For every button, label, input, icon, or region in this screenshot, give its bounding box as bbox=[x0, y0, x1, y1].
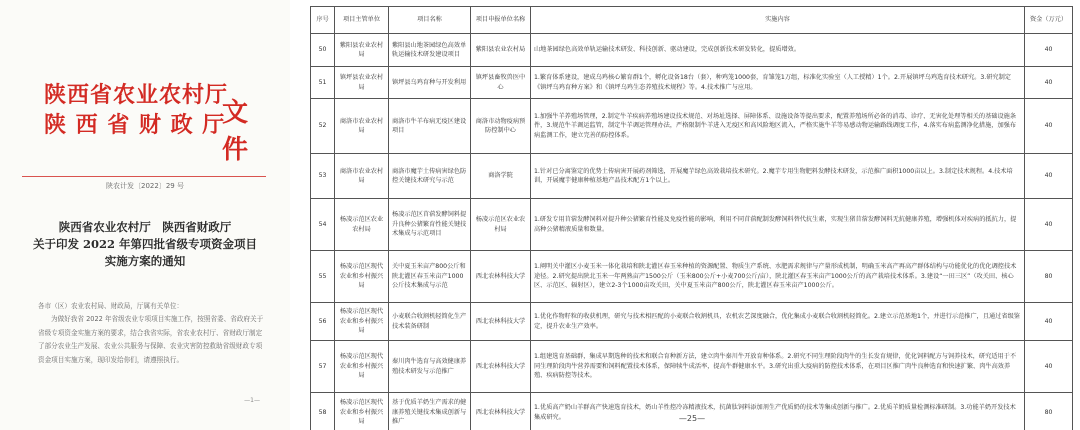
cell-content: 1.优质高产奶山羊群高产快速选育技术，奶山羊性控冷冻精液技术，抗菌肽饲料添加剂生产优质奶的技术等集成创新与推广。2.优质羊奶质量检测标准研制。3.功能羊奶开发技术集成研究。 bbox=[531, 393, 1025, 430]
red-divider bbox=[22, 176, 266, 177]
project-table bbox=[310, 6, 1073, 430]
cell-seq: 56 bbox=[311, 303, 335, 341]
cell-seq: 50 bbox=[311, 34, 335, 67]
left-page-number: —1— bbox=[244, 397, 260, 404]
cell-fund: 40 bbox=[1025, 154, 1073, 199]
document-header bbox=[44, 78, 264, 165]
table-row bbox=[311, 99, 1073, 154]
cell-content: 山地茶园绿色高效单轨运输技术研发、科技创新、驱动建设，完成创新技术研发转化，提质增效。 bbox=[531, 34, 1025, 67]
cell-applicant: 西北农林科技大学 bbox=[471, 251, 531, 303]
table-row bbox=[311, 34, 1073, 67]
cell-content: 1.加强牛羊养殖场管理，2.制定牛羊疾病养殖场建设技术规范、对场址选择、屏障体系、设施设备等提出要求，配置养殖场所必备的消毒、诊疗、无害化处理等相关的基础设施条件，3.规范牛羊调运监管，制定牛羊调运管理办法，严格限制牛羊进入无疫区和高风险地区流入，严格实施牛羊等易感动物运输路线调度工作，4.落实布病监测净化措施，加强布病监测工作，建立完善的防控体系。 bbox=[531, 99, 1025, 154]
cell-fund: 40 bbox=[1025, 34, 1073, 67]
cell-name: 基于优质羊奶生产需求的健康养殖关键技术集成创新与推广 bbox=[389, 393, 471, 430]
cell-applicant: 西北农林科技大学 bbox=[471, 393, 531, 430]
cell-unit: 镇坪县农业农村局 bbox=[335, 67, 389, 99]
cell-seq: 51 bbox=[311, 67, 335, 99]
header-name: 项目名称 bbox=[389, 7, 471, 34]
document-number: 陕农计发〔2022〕29 号 bbox=[106, 182, 184, 190]
cell-name: 商洛市魔芋土传病害绿色防控关键技术研究与示范 bbox=[389, 154, 471, 199]
header-unit: 项目主管单位 bbox=[335, 7, 389, 34]
cell-name: 关中夏玉米亩产800公斤和陕北灌区春玉米亩产1000公斤技术集成与示范 bbox=[389, 251, 471, 303]
cell-fund: 40 bbox=[1025, 67, 1073, 99]
cell-unit: 商洛市农业农村局 bbox=[335, 99, 389, 154]
cell-name: 紫阳县山地茶园绿色高效单轨运输技术研发建设项目 bbox=[389, 34, 471, 67]
cell-unit: 杨凌示范区现代农业和乡村振兴局 bbox=[335, 393, 389, 430]
salutation: 各市（区）农业农村局、财政局，厅属有关单位： bbox=[38, 302, 184, 310]
cell-unit: 杨凌示范区现代农业和乡村振兴局 bbox=[335, 341, 389, 393]
cell-name: 镇坪县乌鸡育种与开发利用 bbox=[389, 67, 471, 99]
table-row bbox=[311, 303, 1073, 341]
cell-seq: 52 bbox=[311, 99, 335, 154]
header-line-1: 陕西省农业农村厅 bbox=[44, 82, 229, 108]
header-content: 实施内容 bbox=[531, 7, 1025, 34]
cell-seq: 57 bbox=[311, 341, 335, 393]
notice-body bbox=[38, 300, 264, 367]
cell-fund: 40 bbox=[1025, 199, 1073, 251]
cell-seq: 53 bbox=[311, 154, 335, 199]
cell-seq: 55 bbox=[311, 251, 335, 303]
cell-content: 1.优化作物籽粒的收获机理，研究与技术相匹配的小麦联合收割机具，农机农艺深度融合，优化集成小麦联合收割机轻简化。2.建立示范基地1个，并进行示范推广，且通过省级鉴定，提升农业生产效率。 bbox=[531, 303, 1025, 341]
table-row bbox=[311, 67, 1073, 99]
notice-title-line-2: 关于印发 2022 年第四批省级专项资金项目 bbox=[32, 237, 257, 251]
cell-fund: 40 bbox=[1025, 303, 1073, 341]
header-fund: 资金（万元） bbox=[1025, 7, 1073, 34]
right-page-number: —25— bbox=[678, 414, 706, 423]
cell-unit: 杨凌示范区农业农村局 bbox=[335, 199, 389, 251]
table-row bbox=[311, 251, 1073, 303]
header-suffix: 文件 bbox=[222, 98, 250, 165]
header-line-2: 陕 西 省 财 政 厅 bbox=[44, 112, 226, 138]
cell-name: 商洛市牛羊布病无疫区建设项目 bbox=[389, 99, 471, 154]
cell-name: 小麦联合收割机轻简化生产技术装备研制 bbox=[389, 303, 471, 341]
table-row bbox=[311, 154, 1073, 199]
cell-fund: 40 bbox=[1025, 341, 1073, 393]
cell-unit: 紫阳县农业农村局 bbox=[335, 34, 389, 67]
table-header-row bbox=[311, 7, 1073, 34]
cell-name: 杨凌示范区苜蓿发酵饲料提升良种公猪繁育性能关键技术集成与示范项目 bbox=[389, 199, 471, 251]
cell-applicant: 杨凌示范区农业农村局 bbox=[471, 199, 531, 251]
cell-content: 1.繁育体系建设，建成乌鸡核心繁育群1个，孵化设备18台（套），种鸡笼1000套，育雏笼1万组，标准化实验室（人工授精）1个。2.开展镇坪乌鸡选育技术研究。3.研究制定《镇坪乌鸡育种方案》和《镇坪乌鸡生态养殖技术规程》等。4.技术推广与应用。 bbox=[531, 67, 1025, 99]
cell-fund: 80 bbox=[1025, 251, 1073, 303]
header-seq: 序号 bbox=[311, 7, 335, 34]
cell-unit: 商洛市农业农村局 bbox=[335, 154, 389, 199]
cell-applicant: 镇坪县畜牧兽医中心 bbox=[471, 67, 531, 99]
cell-content: 1.组建选育基础群，集成早期选种的技术和联合育种新方法，建立肉牛秦川牛开放育种体系。2.研究不同生理阶段肉牛的生长发育规律，优化饲料配方与饲养技术，研究适用于不同生理阶段肉牛营养需要和饲料配置技术体系，保障犊牛成活率，提高牛群健康水平。3.研究出重大疫病的防控技术体系，在项目区推广肉牛良种选育和快速扩繁、肉牛高效养殖、疾病防控等技术。 bbox=[531, 341, 1025, 393]
cell-content: 1.针对已分离鉴定的优势土传病害开展药剂筛选，开展魔芋绿色高效栽培技术研究。2.魔芋专用生物肥料发酵技术研发，示范推广面积1000亩以上。3.制定技术规程。4.技术培训，开展魔芋健康种植基地产品技术配方1个以上。 bbox=[531, 154, 1025, 199]
cover-page bbox=[0, 0, 290, 430]
cell-content: 1.阐明关中灌区小麦玉米一体化栽培和陕北灌区春玉米种植的资源配置、物质生产系统、水肥需求规律与产量形成机制，明确玉米高产再高产群体结构与功能优化的优化调控技术途径。2.研究提出陕北玉米一年两熟亩产1500公斤（玉米800公斤+小麦700公斤/亩），陕北灌区春玉米亩产1000公斤的高产栽培技术体系。3.建设“一田三区”（攻关田、核心区、示范区、辐射区），建立2-3个1000亩攻关田，关中夏玉米亩产800公斤，陕北灌区春玉米亩产1000公斤。 bbox=[531, 251, 1025, 303]
notice-title-line-1: 陕西省农业农村厅 陕西省财政厅 bbox=[58, 220, 232, 234]
cell-applicant: 商洛学院 bbox=[471, 154, 531, 199]
cell-fund: 80 bbox=[1025, 393, 1073, 430]
cell-applicant: 西北农林科技大学 bbox=[471, 341, 531, 393]
cell-unit: 杨凌示范区现代农业和乡村振兴局 bbox=[335, 251, 389, 303]
cell-seq: 58 bbox=[311, 393, 335, 430]
cell-applicant: 紫阳县农业农村局 bbox=[471, 34, 531, 67]
table-row bbox=[311, 199, 1073, 251]
table-row bbox=[311, 341, 1073, 393]
cell-seq: 54 bbox=[311, 199, 335, 251]
header-applicant: 项目申报单位名称 bbox=[471, 7, 531, 34]
table-row bbox=[311, 393, 1073, 430]
project-table-page bbox=[304, 0, 1080, 430]
notice-title-line-3: 实施方案的通知 bbox=[104, 254, 186, 268]
cell-name: 秦川肉牛选育与高效健康养殖技术研发与示范推广 bbox=[389, 341, 471, 393]
body-paragraph: 为做好我省 2022 年省级农业专项项目实施工作，按照省委、省政府关于省级专项资金实施方案的要求，结合我省实际，省农业农村厅、省财政厅制定了部分农业生产发展、农业公共服务与保障、农业灾害防控救助省级财政专项资金项目实施方案，现印发给你们，请遵照执行。 bbox=[38, 315, 264, 364]
notice-title bbox=[20, 219, 270, 270]
cell-content: 1.研发专用苜蓿发酵饲料对提升种公猪繁育性能及免疫性能的影响，利用不同苜蓿配制发酵饲料替代抗生素，实现生猪苜蓿发酵饲料无抗健康养殖，增强机体对疾病的抵抗力，提高种公猪精液质量和数量。 bbox=[531, 199, 1025, 251]
cell-applicant: 商洛市动物疫病预防控制中心 bbox=[471, 99, 531, 154]
cell-unit: 杨凌示范区现代农业和乡村振兴局 bbox=[335, 303, 389, 341]
cell-applicant: 西北农林科技大学 bbox=[471, 303, 531, 341]
cell-fund: 40 bbox=[1025, 99, 1073, 154]
